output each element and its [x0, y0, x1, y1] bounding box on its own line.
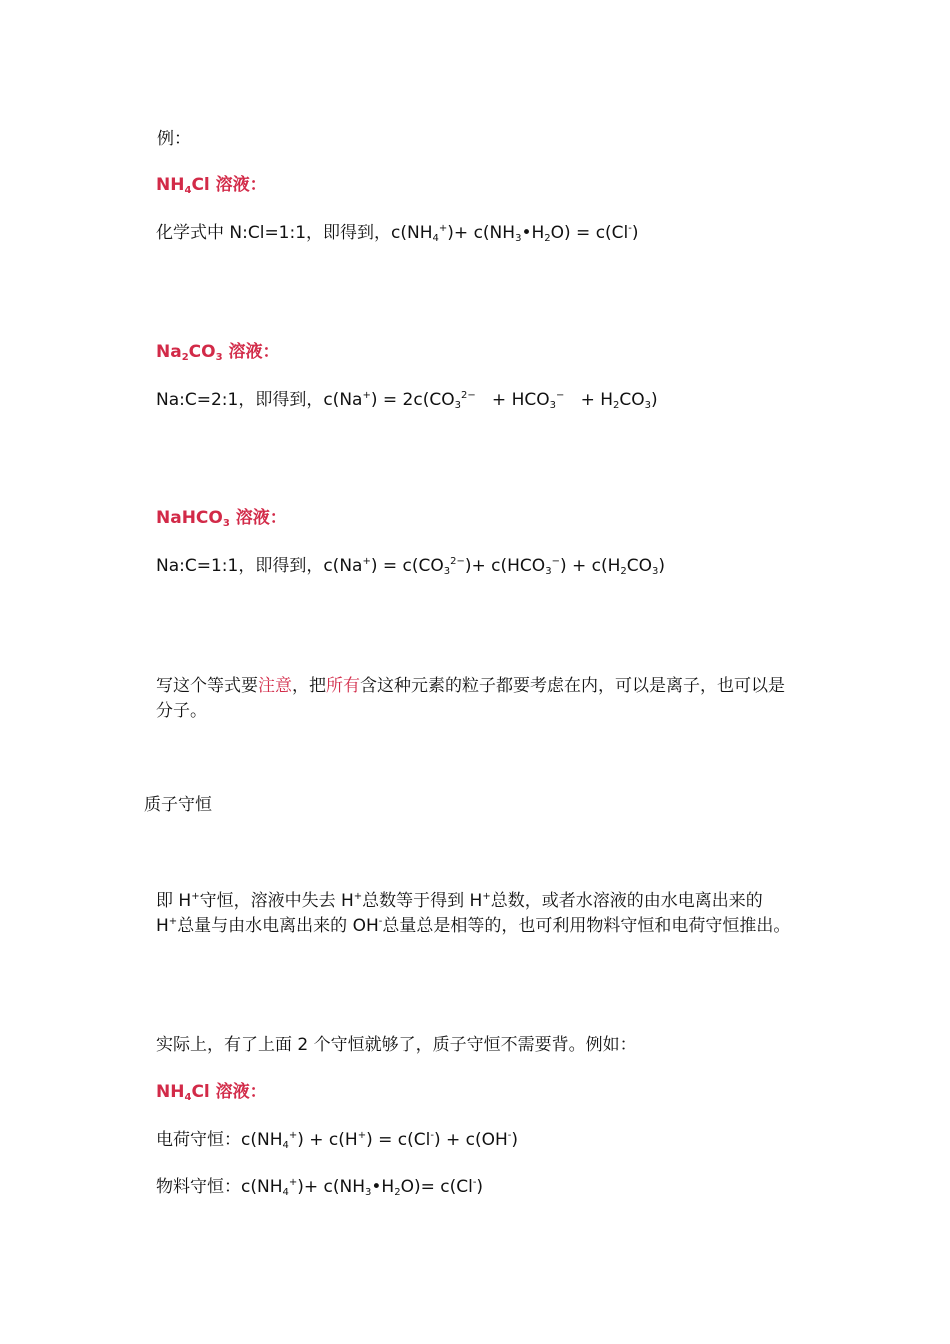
note-paragraph: 写这个等式要注意，把所有含这种元素的粒子都要考虑在内，可以是离子，也可以是分子。 — [156, 676, 785, 721]
proton-paragraph: 即 H+守恒，溶液中失去 H+总数等于得到 H+总数，或者水溶液的由水电离出来的 H+总量与由水电离出来的 OH-总量总是相等的，也可利用物料守恒和电荷守恒推出。 — [156, 891, 791, 936]
intro-label: 例： — [157, 129, 191, 149]
nahco3-heading: NaHCO$_3$ 溶液： — [156, 508, 287, 529]
note-emphasis-all: 所有 — [326, 676, 360, 696]
na2co3-material-balance: Na:C=2:1，即得到，$c(Na^+) = 2c(CO_3^{2-} + HCO_3^- + H_2CO_3)$ — [156, 390, 658, 411]
nh4cl-material-balance: 化学式中 N:Cl=1:1，即得到，$c(NH_4^+)+$ $c(NH_3•H_2O) = c(Cl^-)$ — [156, 223, 639, 244]
nh4cl-material-balance-2: 物料守恒：$c(NH_4^+)+$ $c(NH_3•H_2O)= c(Cl^-)$ — [156, 1177, 484, 1198]
nh4cl-charge-balance: 电荷守恒：$c(NH_4^+) + c(H^+) = c(Cl^-) + c(OH^-)$ — [156, 1130, 519, 1151]
section-title-proton-conservation: 质子守恒 — [144, 795, 212, 815]
na2co3-heading: $Na_2CO_3$ 溶液： — [156, 342, 280, 363]
practical-paragraph: 实际上，有了上面 2 个守恒就够了，质子守恒不需要背。例如： — [156, 1035, 637, 1055]
nh4cl-heading-2: $NH_4Cl$ 溶液： — [156, 1082, 267, 1103]
nh4cl-heading: $NH_4Cl$ 溶液： — [156, 175, 267, 196]
nahco3-material-balance: Na:C=1:1，即得到，$c(Na^+) = c(CO_3^{2-})+ c(HCO_3^-) + c(H_2CO_3)$ — [156, 556, 666, 577]
note-emphasis-attention: 注意 — [258, 676, 292, 696]
